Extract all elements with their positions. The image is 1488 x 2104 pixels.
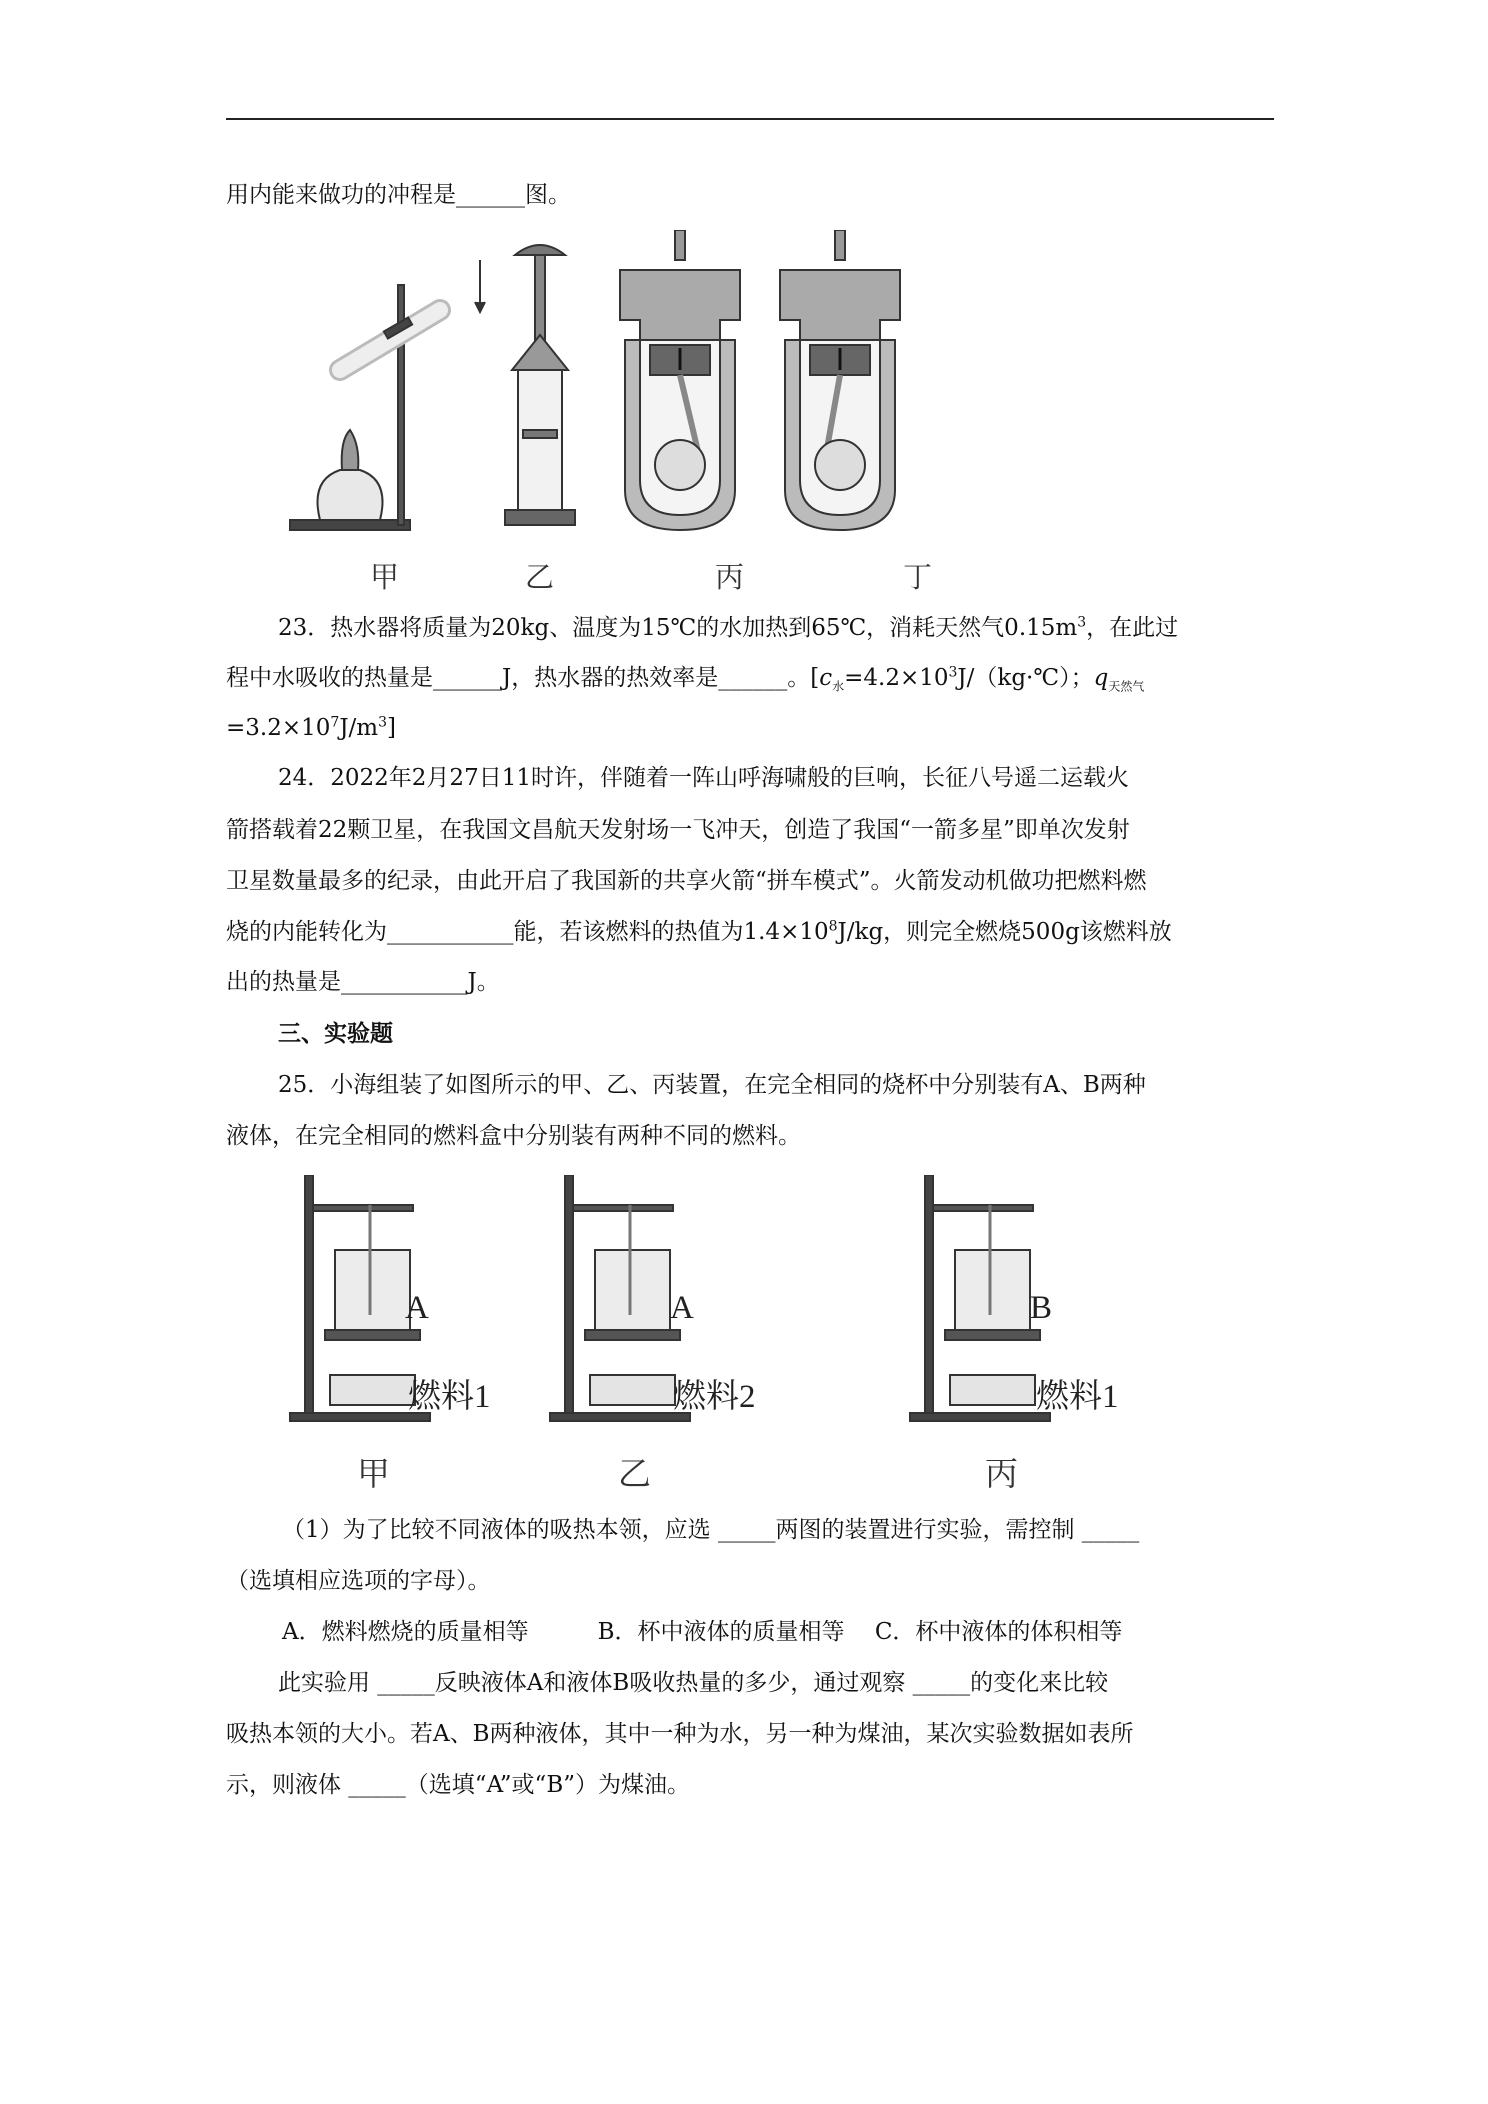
engine-stroke-figure-c	[620, 230, 740, 530]
q25-part1-line4: 吸热本领的大小。若A、B两种液体，其中一种为水，另一种为煤油，某次实验数据如表所	[226, 1721, 1134, 1747]
q23-line2c: J/（kg·℃）；	[957, 665, 1094, 691]
q23-line1	[278, 613, 1178, 643]
q23-c-symbol: c	[819, 665, 833, 691]
fig1-caption-yi: 乙	[525, 560, 555, 594]
test-tube-setup-figure	[290, 285, 440, 530]
q24-line5: 出的热量是___________J。	[226, 969, 500, 995]
q23-line2	[226, 663, 1144, 693]
q23-line2b: =4.2×10	[844, 665, 949, 691]
engine-stroke-figure-d	[780, 230, 900, 530]
q23-line3b: J/m	[339, 715, 379, 741]
setup-jia-caption: 甲	[357, 1454, 390, 1493]
q23-line3-sup2: 3	[378, 714, 388, 731]
q24-line4	[226, 917, 1172, 947]
fig1-caption-ding: 丁	[903, 560, 933, 594]
setup-jia-fuel-label: 燃料1	[408, 1379, 491, 1415]
q23-line2a: 程中水吸收的热量是______J，热水器的热效率是______。[	[226, 665, 820, 691]
q24-line4b: J/kg，则完全燃烧500g该燃料放	[837, 919, 1172, 945]
q24-line2: 箭搭载着22颗卫星，在我国文昌航天发射场一飞冲天，创造了我国“一箭多星”即单次发射	[226, 817, 1130, 843]
setup-yi-liquid-label: A	[670, 1290, 694, 1326]
fig1-caption-bing: 丙	[715, 560, 745, 594]
setup-yi-caption: 乙	[618, 1454, 651, 1493]
q25-part1-line3: 此实验用 _____反映液体A和液体B吸收热量的多少，通过观察 _____的变化来比较	[278, 1670, 1109, 1696]
setup-bing-fuel-label: 燃料1	[1036, 1379, 1119, 1415]
q23-line3-sup: 7	[330, 714, 340, 731]
q24-line4a: 烧的内能转化为___________能，若该燃料的热值为1.4×10	[226, 919, 829, 945]
setup-yi-figure	[550, 1175, 690, 1421]
figure-1-apparatus	[280, 230, 1000, 560]
setup-bing-caption: 丙	[985, 1454, 1018, 1493]
setup-bing-figure	[910, 1175, 1053, 1421]
q23-q-sub: 天然气	[1108, 679, 1145, 694]
q23-line3a: =3.2×10	[226, 715, 331, 741]
q25-line2: 液体，在完全相同的燃料盒中分别装有两种不同的燃料。	[226, 1123, 801, 1149]
q25-options: A．燃料燃烧的质量相等 B．杯中液体的质量相等 C．杯中液体的体积相等	[282, 1619, 1123, 1645]
q23-line1-text: 23．热水器将质量为20kg、温度为15℃的水加热到65℃，消耗天然气0.15m	[278, 615, 1078, 641]
q23-line1-sup: 3	[1077, 614, 1087, 631]
header-rule	[226, 118, 1274, 120]
q25-part1-line5: 示，则液体 _____（选填“A”或“B”）为煤油。	[226, 1772, 690, 1798]
q25-line1: 25．小海组装了如图所示的甲、乙、丙装置，在完全相同的烧杯中分别装有A、B两种	[278, 1072, 1146, 1098]
fig1-caption-jia: 甲	[370, 560, 400, 594]
setup-yi-fuel-label: 燃料2	[673, 1379, 756, 1415]
q23-line1-end: ，在此过	[1086, 615, 1179, 641]
fire-piston-figure	[475, 245, 575, 525]
q23-c-sub: 水	[832, 679, 845, 694]
q25-part1-line2: （选填相应选项的字母）。	[226, 1568, 491, 1594]
q23-q-symbol: q	[1093, 665, 1109, 691]
q25-part1-line1: （1）为了比较不同液体的吸热本领，应选 _____两图的装置进行实验，需控制 _____	[282, 1517, 1140, 1543]
setup-bing-liquid-label: B	[1030, 1290, 1053, 1326]
q22-tail: 用内能来做功的冲程是______图。	[226, 182, 571, 208]
q24-line1: 24．2022年2月27日11时许，伴随着一阵山呼海啸般的巨响，长征八号遥二运载火	[278, 765, 1129, 791]
q24-line4-sup: 8	[828, 918, 838, 935]
q23-line2b-sup: 3	[948, 664, 958, 681]
setup-jia-liquid-label: A	[405, 1290, 429, 1326]
section-heading: 三、实验题	[278, 1020, 393, 1047]
q23-line3c: ]	[387, 715, 396, 741]
q24-line3: 卫星数量最多的纪录，由此开启了我国新的共享火箭“拼车模式”。火箭发动机做功把燃料燃	[226, 868, 1147, 894]
q23-line3	[226, 713, 396, 743]
